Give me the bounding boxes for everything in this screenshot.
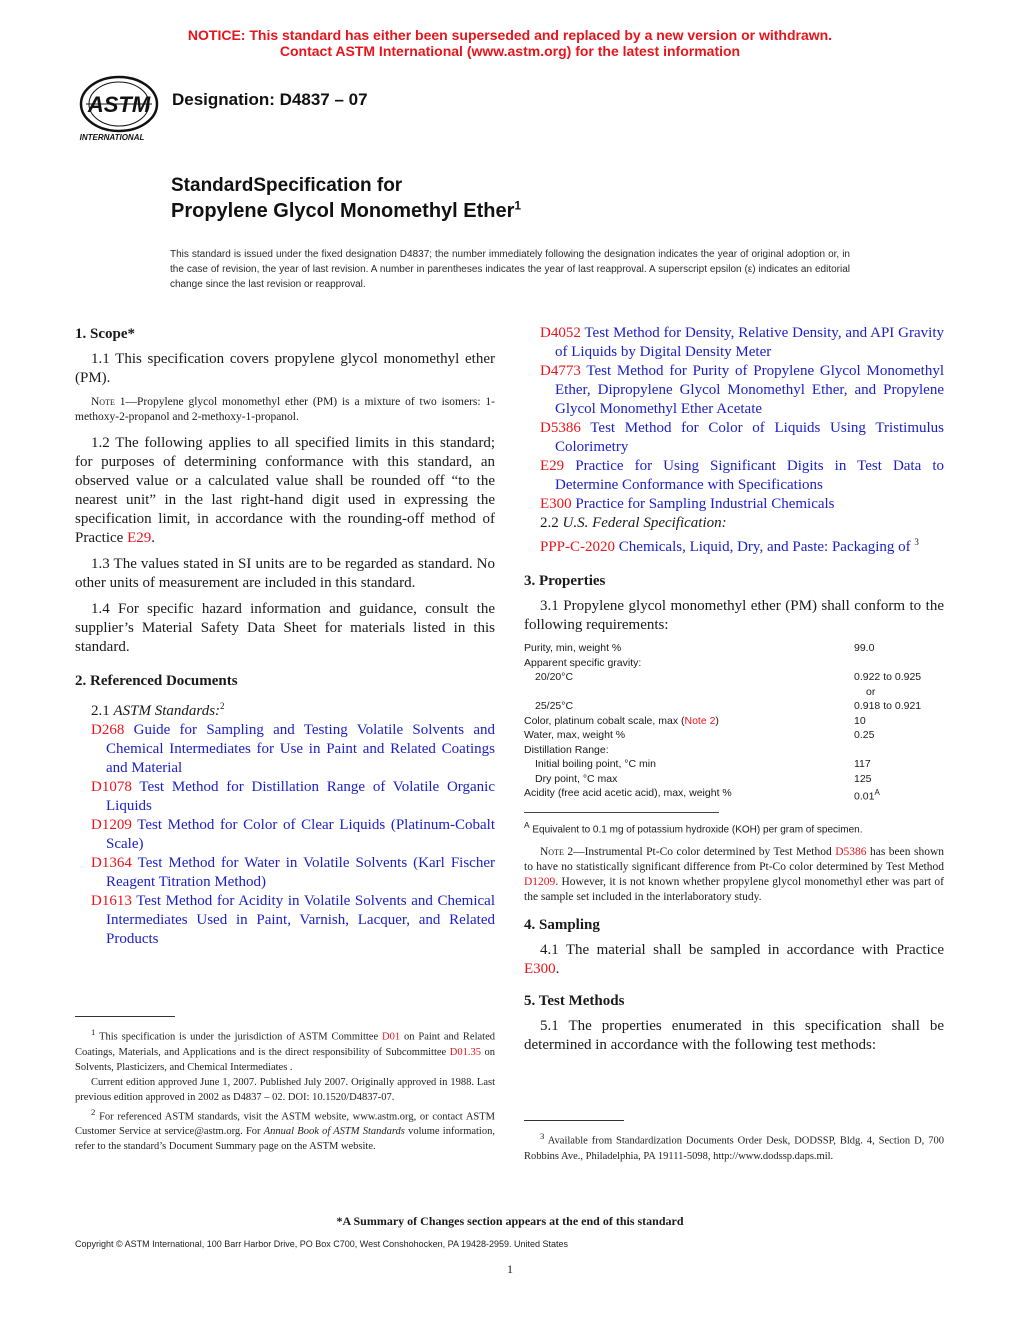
subsection-2-2 xyxy=(524,514,944,533)
requirement-label xyxy=(524,656,854,671)
reference-code-link[interactable]: D1364 xyxy=(91,855,132,871)
notice-line-2: Contact ASTM International (www.astm.org) for the latest information xyxy=(279,43,741,59)
reference-title-link[interactable]: Practice for Sampling Industrial Chemicals xyxy=(571,496,835,512)
requirement-row xyxy=(524,728,944,743)
reference-title-link[interactable]: Test Method for Density, Relative Density, and API Gravity of Liquids by Digital Density Meter xyxy=(555,325,944,360)
reference-code-link[interactable]: D268 xyxy=(91,722,125,738)
subsection-2-1 xyxy=(75,697,495,721)
requirement-label-end: ) xyxy=(715,714,719,727)
note-2-text-c: . However, it is not known whether propylene glycol monomethyl ether was part of the sample set included in the interlaboratory study. xyxy=(524,876,944,904)
requirement-value xyxy=(854,786,944,804)
right-column xyxy=(524,324,944,1062)
footnote-2-text-b: volume information, refer to the standard’s Document Summary page on the ASTM website. xyxy=(75,1126,495,1152)
footnote-rule-right xyxy=(524,1120,624,1121)
section-5-heading: 5. Test Methods xyxy=(524,993,625,1010)
summary-of-changes-note: *A Summary of Changes section appears at the end of this standard xyxy=(336,1214,684,1228)
title-line-2 xyxy=(171,198,521,224)
logo-subtext: INTERNATIONAL xyxy=(79,133,145,142)
requirement-row xyxy=(524,685,944,700)
reference-item xyxy=(524,362,944,419)
para-4-1-text: 4.1 The material shall be sampled in accordance with Practice xyxy=(540,942,944,959)
reference-title-link[interactable]: Test Method for Color of Liquids Using Tristimulus Colorimetry xyxy=(555,420,944,455)
requirement-label xyxy=(524,743,854,758)
reference-title-link[interactable]: Practice for Using Significant Digits in Test Data to Determine Conformance with Specifications xyxy=(555,458,944,493)
issuance-statement: This standard is issued under the fixed designation D4837; the number immediately following the designation indicates the year of original adoption or, in the case of revision, the year of last revision. A number in parentheses indicates the year of last reapproval. A superscript epsilon (ε) indicates an editorial change since the last revision or reapproval. xyxy=(170,249,850,290)
para-1-2-text: 1.2 The following applies to all specified limits in this standard; for purposes of determining conformance with this standard, an observed value or a calculated value shall be rounded off “to the nearest unit” in the last right-hand digit used in expressing the specification limit, in accordance with the rounding-off method of Practice xyxy=(75,435,495,546)
requirement-label-text: Purity, min, weight % xyxy=(524,642,622,654)
note-1-text: —Propylene glycol monomethyl ether (PM) is a mixture of two isomers: 1-methoxy-2-propanol and 2-methoxy-1-propanol. xyxy=(75,396,496,423)
requirements-table xyxy=(524,641,944,804)
requirement-row xyxy=(524,786,944,804)
reference-item xyxy=(524,419,944,457)
requirement-label xyxy=(524,714,854,729)
para-3-1: 3.1 Propylene glycol monomethyl ether (PM) shall conform to the following requirements: xyxy=(524,598,944,633)
requirement-row xyxy=(524,670,944,685)
link-e300[interactable]: E300 xyxy=(524,961,556,978)
section-4-heading: 4. Sampling xyxy=(524,917,600,934)
reference-item xyxy=(524,457,944,495)
note-2 xyxy=(524,845,944,905)
footnote-1-text-b: on Paint and Related Coatings, Materials, and Applications and is the direct responsibility of Subcommittee xyxy=(75,1031,495,1058)
subsection-2-2-label: U.S. Federal Specification: xyxy=(562,515,727,531)
reference-title-link[interactable]: Test Method for Color of Clear Liquids (Platinum-Cobalt Scale) xyxy=(106,817,495,852)
requirement-label-text: Acidity (free acid acetic acid), max, weight % xyxy=(524,787,732,799)
copyright: Copyright © ASTM International, 100 Barr Harbor Drive, PO Box C700, West Conshohocken, PA 19428-2959. United States xyxy=(75,1239,569,1249)
note-2-label: Note 2 xyxy=(540,846,574,859)
requirement-value xyxy=(854,757,944,772)
requirement-label xyxy=(524,699,854,714)
note-2-text-b: has been shown to have no statistically significant difference from Pt-Co color determined by Test Method xyxy=(524,846,944,874)
requirement-value-text: 0.922 to 0.925 xyxy=(854,671,922,683)
requirement-value xyxy=(854,728,944,743)
link-e29[interactable]: E29 xyxy=(127,530,152,546)
reference-title-link[interactable]: Test Method for Acidity in Volatile Solvents and Chemical Intermediates Used in Paint, Varnish, Lacquer, and Related Products xyxy=(106,893,495,947)
para-4-1 xyxy=(524,941,944,979)
requirement-row xyxy=(524,757,944,772)
para-1-2-end: . xyxy=(151,530,155,546)
footnote-1-text-a: This specification is under the jurisdiction of ASTM Committee xyxy=(95,1031,382,1043)
requirement-row xyxy=(524,656,944,671)
footnote-2-italic: Annual Book of ASTM Standards xyxy=(263,1126,405,1137)
requirement-label-text: Distillation Range: xyxy=(524,743,609,756)
title-footnote-marker: 1 xyxy=(514,198,522,213)
link-d01-35[interactable]: D01.35 xyxy=(449,1046,481,1058)
federal-spec-sup: 3 xyxy=(914,537,919,547)
reference-item xyxy=(524,324,944,362)
reference-code-link[interactable]: E29 xyxy=(540,458,565,474)
requirement-value-text: 0.01 xyxy=(854,790,875,803)
requirement-label xyxy=(524,786,854,804)
section-3-heading: 3. Properties xyxy=(524,573,606,589)
designation: Designation: D4837 – 07 xyxy=(172,90,368,109)
footnote-3-marker: 3 xyxy=(540,1131,545,1141)
link-ppp-c-2020[interactable]: PPP-C-2020 xyxy=(540,539,616,555)
footnote-3-text: Available from Standardization Documents Order Desk, DODSSP, Bldg. 4, Section D, 700 Robbins Ave., Philadelphia, PA 19111-5098, http://www.dodssp.daps.mil. xyxy=(524,1135,944,1162)
requirement-value xyxy=(854,685,944,700)
requirement-row xyxy=(524,714,944,729)
reference-code-link[interactable]: E300 xyxy=(540,496,572,512)
footnote-3 xyxy=(524,1129,944,1164)
requirement-label xyxy=(524,728,854,743)
reference-item xyxy=(75,816,495,854)
requirement-value xyxy=(854,656,944,671)
requirement-label-text: Dry point, °C max xyxy=(535,772,618,785)
requirement-label-text: Water, max, weight % xyxy=(524,729,626,741)
requirement-value-text: 125 xyxy=(854,772,872,785)
note-1 xyxy=(75,395,495,425)
para-1-3: 1.3 The values stated in SI units are to be regarded as standard. No other units of measurement are included in this standard. xyxy=(75,556,495,591)
reference-title-link[interactable]: Test Method for Water in Volatile Solvents (Karl Fischer Reagent Titration Method) xyxy=(106,855,495,890)
footnote-2-marker: 2 xyxy=(91,1106,96,1117)
requirement-label xyxy=(524,757,854,772)
left-column xyxy=(75,324,495,949)
requirement-value xyxy=(854,699,944,714)
requirement-value xyxy=(854,641,944,656)
requirement-label xyxy=(524,772,854,787)
requirement-value xyxy=(854,670,944,685)
right-footnotes xyxy=(524,1114,944,1164)
astm-logo-icon xyxy=(74,74,164,144)
table-note-text: Equivalent to 0.1 mg of potassium hydroxide (KOH) per gram of specimen. xyxy=(529,824,863,836)
logo-text: ASTM xyxy=(87,92,151,117)
requirement-value xyxy=(854,714,944,729)
footnote-2-text-a: For referenced ASTM standards, visit the ASTM website, www.astm.org, or contact ASTM Customer Service at service@astm.org. For xyxy=(75,1111,495,1137)
reference-item xyxy=(75,892,495,949)
requirement-label xyxy=(524,641,854,656)
link-d1209[interactable]: D1209 xyxy=(524,876,556,889)
footnote-rule xyxy=(75,1016,175,1017)
reference-item xyxy=(524,495,944,514)
footnote-1-text-c: on Solvents, Plasticizers, and Chemical Intermediates . xyxy=(75,1046,495,1073)
reference-title-link[interactable]: Test Method for Distillation Range of Volatile Organic Liquids xyxy=(106,779,495,814)
title-line-1: StandardSpecification for xyxy=(171,175,403,196)
requirement-value-text: 10 xyxy=(854,714,866,727)
requirement-label xyxy=(524,685,854,700)
notice-line-1: NOTICE: This standard has either been superseded and replaced by a new version or withdrawn. xyxy=(187,27,833,43)
reference-code-link[interactable]: D1209 xyxy=(91,817,132,833)
table-note-marker: A xyxy=(524,820,530,830)
note-1-label: Note 1 xyxy=(91,396,126,408)
requirement-value xyxy=(854,772,944,787)
requirement-label-text: Color, platinum cobalt scale, max ( xyxy=(524,714,685,727)
para-5-1: 5.1 The properties enumerated in this specification shall be determined in accordance with the following test methods: xyxy=(524,1018,944,1054)
requirement-label-text: 20/20°C xyxy=(535,671,574,683)
link-d5386[interactable]: D5386 xyxy=(835,846,867,859)
reference-code-link[interactable]: D4773 xyxy=(540,363,581,379)
federal-spec-item xyxy=(524,533,944,557)
requirement-value-text: or xyxy=(866,685,876,698)
para-1-2 xyxy=(75,434,495,548)
requirement-value-sup: A xyxy=(874,788,880,797)
table-note-a xyxy=(524,818,944,837)
left-footnotes xyxy=(75,1010,495,1154)
reference-title-link[interactable]: Guide for Sampling and Testing Volatile Solvents and Chemical Intermediates for Use in Paint and Related Coatings and Material xyxy=(106,722,495,776)
reference-code-link[interactable]: D5386 xyxy=(540,420,581,436)
requirement-label-text: Apparent specific gravity: xyxy=(524,656,642,669)
footnote-1 xyxy=(75,1025,495,1075)
requirement-value-text: 117 xyxy=(854,758,871,770)
subsection-2-1-sup: 2 xyxy=(220,701,225,711)
link-d01[interactable]: D01 xyxy=(382,1031,401,1043)
para-1-1: 1.1 This specification covers propylene glycol monomethyl ether (PM). xyxy=(75,351,495,386)
section-1-heading: 1. Scope* xyxy=(75,326,135,342)
left-reference-list xyxy=(75,721,495,949)
reference-item xyxy=(75,854,495,892)
federal-spec-desc[interactable]: Chemicals, Liquid, Dry, and Paste: Packaging of xyxy=(615,539,915,555)
section-2-heading: 2. Referenced Documents xyxy=(75,673,238,689)
requirement-row xyxy=(524,743,944,758)
requirement-label xyxy=(524,670,854,685)
subsection-2-1-label: ASTM Standards: xyxy=(113,703,221,719)
requirement-row xyxy=(524,772,944,787)
footnote-1-edition: Current edition approved June 1, 2007. Published July 2007. Originally approved in 1988. Last previous edition approved in 2002 as D4837 – 02. DOI: 10.1520/D4837-07. xyxy=(75,1076,495,1103)
requirement-value-text: 99.0 xyxy=(854,642,875,654)
requirement-value-text: 0.918 to 0.921 xyxy=(854,700,922,712)
note-2-text-a: —Instrumental Pt-Co color determined by Test Method xyxy=(573,846,836,859)
requirement-label-text: 25/25°C xyxy=(535,700,574,712)
reference-item xyxy=(75,721,495,778)
subsection-2-2-num: 2.2 xyxy=(540,515,563,531)
reference-code-link[interactable]: D1613 xyxy=(91,893,132,909)
astm-logo xyxy=(74,74,164,144)
subsection-2-1-num: 2.1 xyxy=(91,703,114,719)
requirement-row xyxy=(524,699,944,714)
page-number: 1 xyxy=(507,1262,513,1276)
requirement-row xyxy=(524,641,944,656)
reference-item xyxy=(75,778,495,816)
para-4-1-end: . xyxy=(555,961,560,978)
footnote-1-marker: 1 xyxy=(91,1027,96,1037)
right-reference-list xyxy=(524,324,944,514)
footnote-2 xyxy=(75,1105,495,1155)
withdrawal-notice xyxy=(0,27,1020,59)
para-1-4: 1.4 For specific hazard information and guidance, consult the supplier’s Material Safety Data Sheet for materials listed in this standard. xyxy=(75,601,495,655)
requirement-value xyxy=(854,743,944,758)
document-title xyxy=(171,174,521,224)
reference-code-link[interactable]: D1078 xyxy=(91,779,132,795)
table-note-rule xyxy=(524,812,719,813)
title-main: Propylene Glycol Monomethyl Ether xyxy=(171,200,515,222)
requirement-label-text: Initial boiling point, °C min xyxy=(535,758,656,770)
reference-title-link[interactable]: Test Method for Purity of Propylene Glycol Monomethyl Ether, Dipropylene Glycol Monomethyl Ether, and Propylene Glycol Monomethyl Ether Acetate xyxy=(555,363,944,417)
requirement-value-text: 0.25 xyxy=(854,729,875,741)
link-note-2[interactable]: Note 2 xyxy=(684,714,716,727)
reference-code-link[interactable]: D4052 xyxy=(540,325,581,341)
